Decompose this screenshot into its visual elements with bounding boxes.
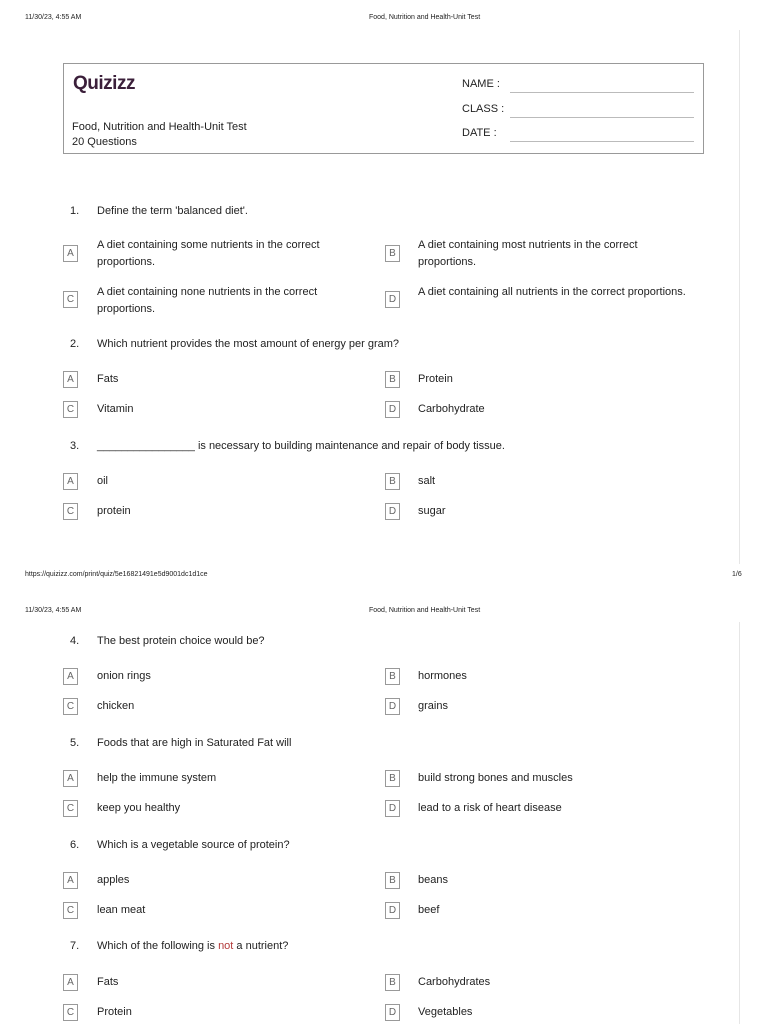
quiz-title: Food, Nutrition and Health-Unit Test [72, 121, 247, 133]
option-box-c[interactable]: C [63, 1004, 78, 1021]
option-box-c[interactable]: C [63, 291, 78, 308]
page-edge-line [739, 30, 740, 564]
option-box-a[interactable]: A [63, 371, 78, 388]
option-text: salt [418, 475, 436, 487]
option-text: lean meat [97, 904, 146, 916]
quizizz-logo: Quizizz [73, 73, 135, 94]
option-text: sugar [418, 505, 446, 517]
option-box-b[interactable]: B [385, 668, 400, 685]
question-number: 7. [70, 940, 80, 952]
option-text: Protein [418, 373, 453, 385]
question-text: The best protein choice would be? [97, 635, 265, 647]
option-box-d[interactable]: D [385, 902, 400, 919]
question-number: 2. [70, 338, 80, 350]
name-label: NAME : [462, 78, 500, 90]
question-number: 3. [70, 440, 80, 452]
option-box-d[interactable]: D [385, 800, 400, 817]
option-box-c[interactable]: C [63, 698, 78, 715]
quiz-info [72, 120, 247, 150]
option-box-d[interactable]: D [385, 291, 400, 308]
option-box-d[interactable]: D [385, 1004, 400, 1021]
option-box-a[interactable]: A [63, 245, 78, 262]
option-box-c[interactable]: C [63, 503, 78, 520]
option-text: Fats [97, 976, 119, 988]
class-line [510, 117, 694, 118]
option-text: Vegetables [418, 1006, 473, 1018]
option-box-a[interactable]: A [63, 668, 78, 685]
option-box-d[interactable]: D [385, 503, 400, 520]
option-text: oil [97, 475, 109, 487]
quiz-header-box [63, 63, 704, 154]
option-box-d[interactable]: D [385, 698, 400, 715]
option-box-d[interactable]: D [385, 401, 400, 418]
option-text: A diet containing all nutrients in the correct proportions. [418, 286, 686, 298]
print-page-number: 1/6 [732, 571, 742, 578]
print-datetime: 11/30/23, 4:55 AM [25, 14, 82, 21]
question-number: 5. [70, 737, 80, 749]
option-text: chicken [97, 700, 135, 712]
name-line [510, 92, 694, 93]
option-box-b[interactable]: B [385, 371, 400, 388]
option-text: keep you healthy [97, 802, 181, 814]
question-text: Define the term 'balanced diet'. [97, 205, 248, 217]
question-text: Which nutrient provides the most amount of energy per gram? [97, 338, 400, 350]
option-text: lead to a risk of heart disease [418, 802, 562, 814]
print-doc-title: Food, Nutrition and Health-Unit Test [369, 607, 481, 614]
option-box-b[interactable]: B [385, 872, 400, 889]
option-text: A diet containing some nutrients in the correct proportions. [97, 239, 320, 268]
question-text-after: a nutrient? [233, 940, 289, 952]
option-text: A diet containing none nutrients in the correct proportions. [97, 286, 318, 315]
option-text: help the immune system [97, 772, 217, 784]
class-label: CLASS : [462, 103, 505, 115]
option-text: Carbohydrates [418, 976, 491, 988]
option-box-b[interactable]: B [385, 974, 400, 991]
option-box-b[interactable]: B [385, 770, 400, 787]
option-text: grains [418, 700, 448, 712]
option-box-b[interactable]: B [385, 473, 400, 490]
option-text: build strong bones and muscles [418, 772, 573, 784]
option-text: onion rings [97, 670, 151, 682]
print-footer-url: https://quizizz.com/print/quiz/5e16821491e5d9001dc1d1ce [25, 571, 208, 578]
option-box-c[interactable]: C [63, 902, 78, 919]
option-text: hormones [418, 670, 467, 682]
option-text: Fats [97, 373, 119, 385]
question-text-before: Which of the following is [97, 940, 219, 952]
option-text: Vitamin [97, 403, 134, 415]
question-text: Foods that are high in Saturated Fat will [97, 737, 292, 749]
question-text: Which is a vegetable source of protein? [97, 839, 290, 851]
option-text: Protein [97, 1006, 132, 1018]
question-number: 4. [70, 635, 80, 647]
option-box-a[interactable]: A [63, 770, 78, 787]
question-number: 1. [70, 205, 80, 217]
question-text-highlight: not [218, 940, 234, 952]
option-text: Carbohydrate [418, 403, 485, 415]
option-text: beans [418, 874, 448, 886]
option-box-a[interactable]: A [63, 974, 78, 991]
option-box-c[interactable]: C [63, 800, 78, 817]
option-box-a[interactable]: A [63, 473, 78, 490]
option-text: protein [97, 505, 131, 517]
option-text: beef [418, 904, 440, 916]
print-datetime: 11/30/23, 4:55 AM [25, 607, 82, 614]
option-box-b[interactable]: B [385, 245, 400, 262]
option-text: apples [97, 874, 130, 886]
question-number: 6. [70, 839, 80, 851]
option-box-a[interactable]: A [63, 872, 78, 889]
date-label: DATE : [462, 127, 497, 139]
question-text: ________________ is necessary to building maintenance and repair of body tissue. [97, 440, 505, 452]
date-line [510, 141, 694, 142]
print-doc-title: Food, Nutrition and Health-Unit Test [369, 14, 481, 21]
option-box-c[interactable]: C [63, 401, 78, 418]
page-edge-line [739, 622, 740, 1024]
question-text [97, 940, 288, 952]
option-text: A diet containing most nutrients in the correct proportions. [418, 239, 638, 268]
question-count: 20 Questions [72, 136, 137, 148]
